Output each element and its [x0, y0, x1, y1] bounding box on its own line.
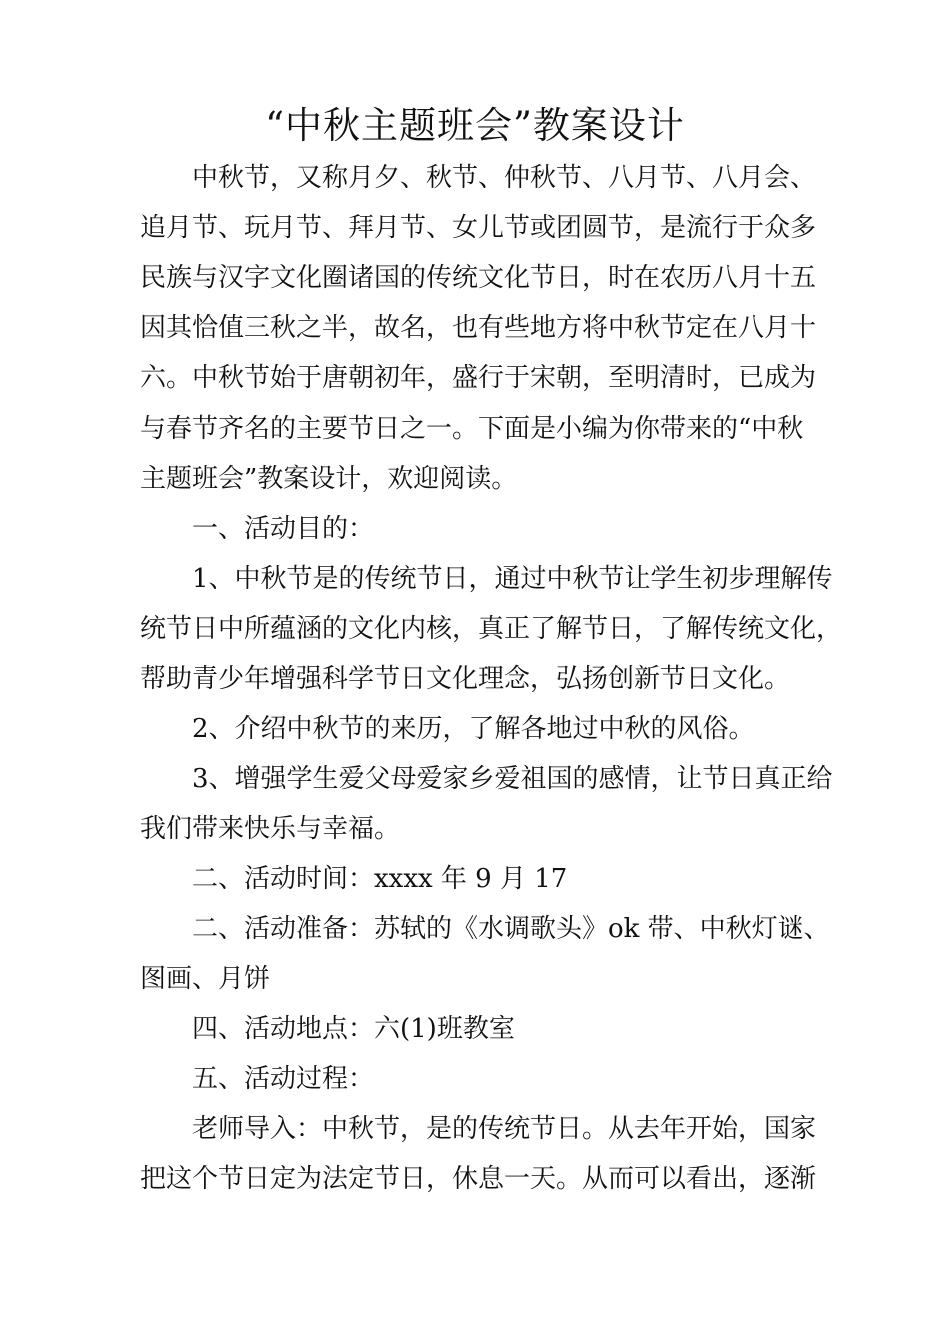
paragraph-line: 帮助青少年增强科学节日文化理念，弘扬创新节日文化。	[140, 664, 791, 694]
paragraph-line: 我们带来快乐与幸福。	[140, 814, 401, 844]
paragraph-line: 3、增强学生爱父母爱家乡爱祖国的感情，让节日真正给	[192, 764, 833, 794]
section-heading: 四、活动地点：六(1)班教室	[192, 1014, 515, 1044]
paragraph-line: 图画、月饼	[140, 964, 271, 994]
paragraph-line: 民族与汉字文化圈诸国的传统文化节日，时在农历八月十五	[140, 263, 817, 293]
paragraph-line: 追月节、玩月节、拜月节、女儿节或团圆节，是流行于众多	[140, 213, 817, 243]
paragraph-line: 六。中秋节始于唐朝初年，盛行于宋朝，至明清时，已成为	[140, 363, 817, 393]
paragraph-line: 1、中秋节是的传统节日，通过中秋节让学生初步理解传	[192, 564, 833, 594]
paragraph-line: 老师导入：中秋节，是的传统节日。从去年开始，国家	[192, 1114, 817, 1144]
section-heading: 一、活动目的：	[192, 514, 375, 544]
paragraph-line: 因其恰值三秋之半，故名，也有些地方将中秋节定在八月十	[140, 313, 817, 343]
section-heading: 二、活动时间：xxxx 年 9 月 17	[192, 864, 568, 894]
paragraph-line: 2、介绍中秋节的来历，了解各地过中秋的风俗。	[192, 714, 755, 744]
document-title: “中秋主题班会”教案设计	[265, 104, 685, 147]
paragraph-line: 中秋节，又称月夕、秋节、仲秋节、八月节、八月会、	[192, 163, 817, 193]
paragraph-line: 把这个节日定为法定节日，休息一天。从而可以看出，逐渐	[140, 1164, 817, 1194]
section-heading: 五、活动过程：	[192, 1064, 375, 1094]
paragraph-line: 与春节齐名的主要节日之一。下面是小编为你带来的“中秋	[140, 414, 804, 444]
paragraph-line: 主题班会”教案设计，欢迎阅读。	[140, 464, 518, 494]
section-heading: 二、活动准备：苏轼的《水调歌头》ok 带、中秋灯谜、	[192, 914, 830, 944]
paragraph-line: 统节日中所蕴涵的文化内核，真正了解节日，了解传统文化，	[140, 614, 843, 644]
